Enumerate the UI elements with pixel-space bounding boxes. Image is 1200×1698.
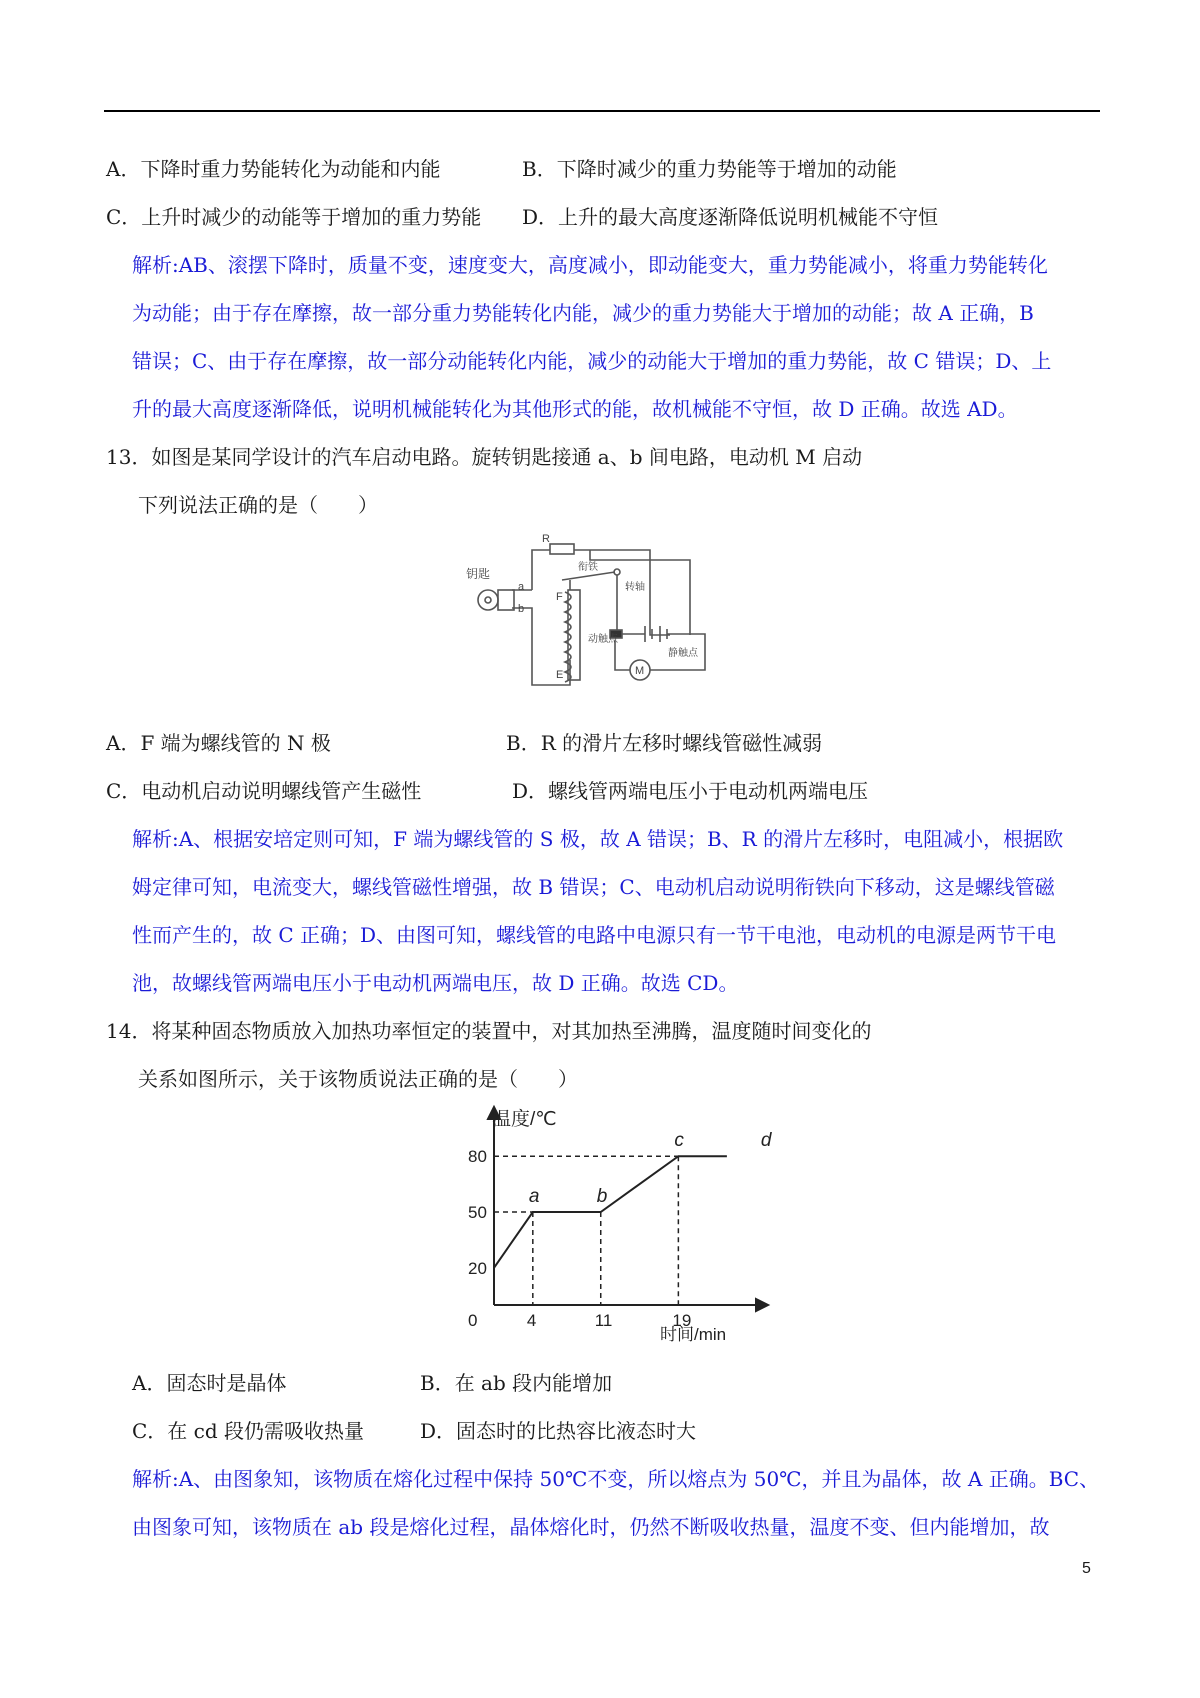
x-tick-label: 4 [526,1311,537,1330]
q13-option-b: B．R 的滑片左移时螺线管磁性减弱 [506,731,823,755]
q13-analysis-line: 姆定律可知，电流变大，螺线管磁性增强，故 B 错误；C、电动机启动说明衔铁向下移动，这是螺线管磁 [132,875,1055,899]
label-f: F [556,591,563,603]
q13-option-c: C．电动机启动说明螺线管产生磁性 [106,779,422,803]
temperature-series-line [494,1156,727,1268]
label-armature: 衔铁 [578,562,598,573]
q13-analysis-line: 性而产生的，故 C 正确；D、由图可知，螺线管的电路中电源只有一节干电池，电动机的电源是两节干电 [132,923,1057,947]
q12-analysis-line: 解析:AB、滚摆下降时，质量不变，速度变大，高度减小，即动能变大，重力势能减小，将重力势能转化 [132,253,1048,277]
y-tick-label: 20 [468,1258,487,1278]
q12-option-a: A．下降时重力势能转化为动能和内能 [106,157,441,181]
y-axis-label: 温度/℃ [492,1109,557,1130]
x-tick-label: 19 [672,1311,692,1330]
q14-option-d: D．固态时的比热容比液态时大 [420,1419,697,1443]
label-static-contact: 静触点 [668,648,698,659]
point-label-a: a [528,1186,540,1207]
label-motor: M [635,665,645,677]
point-label-d: d [760,1130,772,1152]
label-e: E [556,669,564,681]
q12-option-b: B．下降时减少的重力势能等于增加的动能 [522,157,897,181]
q14-option-b: B．在 ab 段内能增加 [420,1371,613,1395]
label-moving-contact: 动触点 [588,634,618,645]
q13-analysis-line: 池，故螺线管两端电压小于电动机两端电压，故 D 正确。故选 CD。 [132,971,739,995]
temperature-time-chart [450,1105,772,1350]
x-axis-arrow [756,1299,768,1311]
header-rule [104,110,1100,112]
q12-option-d: D．上升的最大高度逐渐降低说明机械能不守恒 [522,205,939,229]
point-label-b: b [596,1186,608,1207]
q12-analysis-line: 为动能；由于存在摩擦，故一部分重力势能转化内能，减少的重力势能大于增加的动能；故 A 正确，B [132,301,1034,325]
x-tick-label: 11 [594,1311,613,1330]
q14-option-a: A．固态时是晶体 [132,1371,287,1395]
q14-stem-continued: 关系如图所示，关于该物质说法正确的是（ ） [138,1067,578,1091]
y-tick-label: 50 [468,1203,487,1222]
q13-analysis-line: 解析:A、根据安培定则可知，F 端为螺线管的 S 极，故 A 错误；B、R 的滑片左移时，电阻减小，根据欧 [132,827,1064,851]
x-axis-label: 时间/min [660,1325,727,1344]
q14-analysis-line: 解析:A、由图象知，该物质在熔化过程中保持 50℃不变，所以熔点为 50℃，并且为晶体，故 A 正确。BC、 [132,1467,1100,1491]
q13-option-a: A．F 端为螺线管的 N 极 [106,731,331,755]
q13-stem: 13．如图是某同学设计的汽车启动电路。旋转钥匙接通 a、b 间电路，电动机 M 启动 [106,445,863,469]
q12-analysis-line: 错误；C、由于存在摩擦，故一部分动能转化内能，减少的动能大于增加的重力势能，故 C 错误；D、上 [132,349,1052,373]
q13-option-d: D．螺线管两端电压小于电动机两端电压 [512,779,869,803]
label-a: a [518,581,525,593]
q12-analysis-line: 升的最大高度逐渐降低，说明机械能转化为其他形式的能，故机械能不守恒，故 D 正确。故选 AD。 [132,397,1018,421]
q14-stem: 14．将某种固态物质放入加热功率恒定的装置中，对其加热至沸腾，温度随时间变化的 [106,1019,872,1043]
q12-option-c: C．上升时减少的动能等于增加的重力势能 [106,205,482,229]
q14-analysis-line: 由图象可知，该物质在 ab 段是熔化过程，晶体熔化时，仍然不断吸收热量，温度不变、但内能增加，故 [132,1515,1050,1539]
label-pivot: 转轴 [625,582,645,593]
page-number: 5 [1082,1560,1091,1577]
q14-option-c: C．在 cd 段仍需吸收热量 [132,1419,365,1443]
origin-label: 0 [468,1311,478,1330]
q13-stem-continued: 下列说法正确的是（ ） [138,493,378,517]
y-tick-label: 80 [468,1147,487,1167]
point-label-c: c [674,1130,684,1152]
label-r: R [542,533,550,545]
label-key: 钥匙 [466,567,491,581]
label-b: b [518,603,525,615]
starter-circuit-diagram [466,530,740,700]
